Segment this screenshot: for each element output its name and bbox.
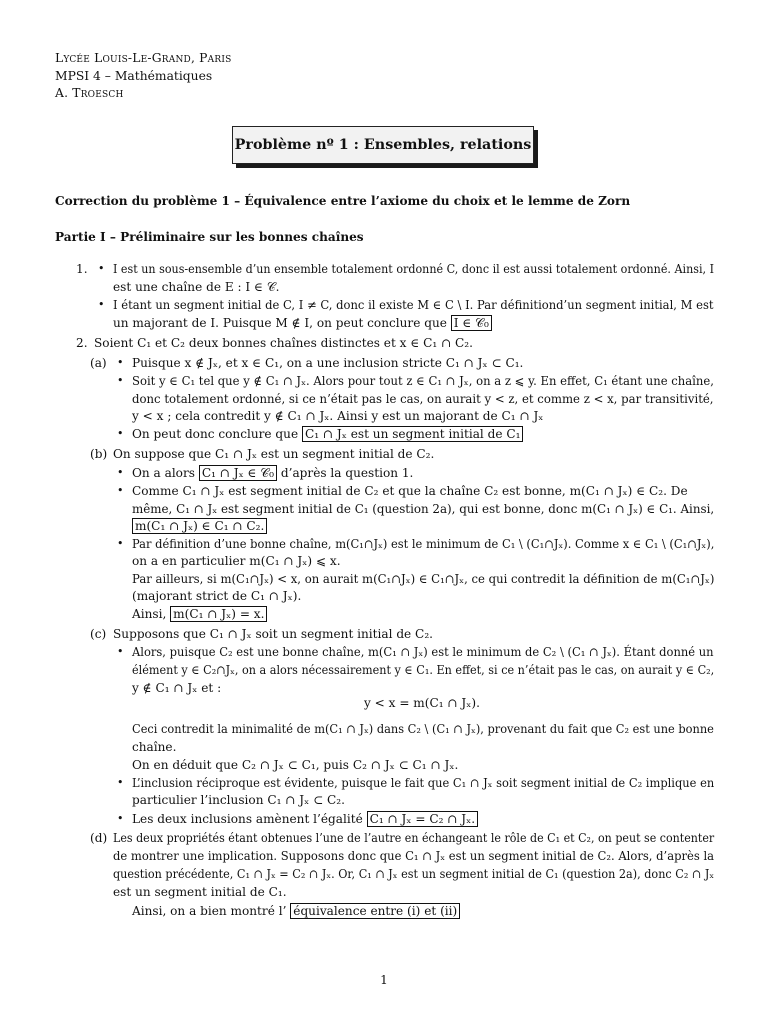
text-line [132, 902, 460, 920]
text-line: On suppose que C₁ ∩ Jₓ est un segment initial de C₂. [113, 447, 435, 461]
text-line: de montrer une implication. Supposons donc que C₁ ∩ Jₓ est un segment initial de C₂. Alors, d’après la [113, 849, 715, 863]
text-line: est une chaîne de E : I ∈ 𝒞. [113, 280, 280, 294]
bullet-marker: • [117, 374, 124, 387]
text-line: I étant un segment initial de C, I ≠ C, donc il existe M ∈ C \ I. Par définitiond’un segment initial, M est [113, 298, 714, 312]
text-line: Alors, puisque C₂ est une bonne chaîne, m(C₁ ∩ Jₓ) est le minimum de C₂ \ (C₁ ∩ Jₓ). Étant donné un [132, 645, 714, 659]
text-line: (majorant strict de C₁ ∩ Jₓ). [132, 589, 302, 603]
subitem-b: (b) [90, 447, 108, 461]
text-line: I est un sous-ensemble d’un ensemble totalement ordonné C, donc il est aussi totalement ordonné. Ainsi, I [113, 262, 715, 276]
text-line: particulier l’inclusion C₁ ∩ Jₓ ⊂ C₂. [132, 793, 345, 807]
part-heading: Partie I – Préliminaire sur les bonnes chaînes [55, 230, 364, 244]
bullet-marker: • [117, 484, 124, 497]
text-line: Soit y ∈ C₁ tel que y ∉ C₁ ∩ Jₓ. Alors pour tout z ∈ C₁ ∩ Jₓ, on a z ⩽ y. En effet, C₁ étant une chaîne, [132, 374, 714, 388]
bullet-marker: • [117, 466, 124, 479]
bullet-marker: • [98, 262, 105, 275]
bullet-marker: • [117, 776, 124, 789]
text-fragment: un majorant de I. Puisque M ∉ I, on peut conclure que [113, 316, 447, 330]
bullet-marker: • [117, 537, 124, 550]
class-name: MPSI 4 – Mathématiques [55, 68, 213, 83]
boxed-result: I ∈ 𝒞₀ [451, 315, 492, 331]
text-line: Par définition d’une bonne chaîne, m(C₁∩Jₓ) est le minimum de C₁ \ (C₁∩Jₓ). Comme x ∈ C₁ \ (C₁∩Jₓ), [132, 537, 715, 551]
page-number: 1 [380, 973, 388, 987]
text-line: chaîne. [132, 740, 177, 754]
bullet-marker: • [117, 427, 124, 440]
text-line: Les deux propriétés étant obtenues l’une de l’autre en échangeant le rôle de C₁ et C₂, on peut se contenter [113, 831, 715, 845]
text-line [132, 425, 523, 443]
problem-title-box [232, 126, 534, 164]
text-line: donc totalement ordonné, si ce n’était pas le cas, on aurait y < z, et comme z < x, par transitivité, [132, 392, 714, 406]
bullet-marker: • [117, 356, 124, 369]
boxed-result: m(C₁ ∩ Jₓ) ∈ C₁ ∩ C₂. [132, 518, 267, 534]
problem-title: Problème nº 1 : Ensembles, relations [234, 137, 532, 153]
text-line: On en déduit que C₂ ∩ Jₓ ⊂ C₁, puis C₂ ∩ Jₓ ⊂ C₁ ∩ Jₓ. [132, 758, 459, 772]
text-fragment: On a alors [132, 466, 195, 480]
display-equation: y < x = m(C₁ ∩ Jₓ). [364, 696, 480, 710]
text-line: L’inclusion réciproque est évidente, puisque le fait que C₁ ∩ Jₓ soit segment initial de C₂ implique en [132, 776, 715, 790]
text-line: Puisque x ∉ Jₓ, et x ∈ C₁, on a une inclusion stricte C₁ ∩ Jₓ ⊂ C₁. [132, 356, 524, 370]
text-fragment: d’après la question 1. [280, 466, 414, 480]
text-line [132, 810, 478, 828]
text-line: y ∉ C₁ ∩ Jₓ et : [132, 681, 222, 695]
bullet-marker: • [117, 645, 124, 658]
boxed-result: C₁ ∩ Jₓ est un segment initial de C₁ [302, 426, 523, 442]
text-line [132, 517, 267, 535]
text-line: est un segment initial de C₁. [113, 885, 287, 899]
boxed-result: équivalence entre (i) et (ii) [290, 903, 460, 919]
text-fragment: Les deux inclusions amènent l’égalité [132, 812, 363, 826]
item-number-1: 1. [76, 262, 88, 276]
document-header [55, 50, 231, 103]
text-line: y < x ; cela contredit y ∉ C₁ ∩ Jₓ. Ainsi y est un majorant de C₁ ∩ Jₓ [132, 409, 544, 423]
text-fragment: Ainsi, [132, 607, 167, 621]
text-line: on a en particulier m(C₁ ∩ Jₓ) ⩽ x. [132, 554, 341, 568]
text-fragment: On peut donc conclure que [132, 427, 299, 441]
text-line: même, C₁ ∩ Jₓ est segment initial de C₁ (question 2a), qui est bonne, donc m(C₁ ∩ Jₓ) ∈ C₁. Ainsi, [132, 502, 715, 516]
text-line: Soient C₁ et C₂ deux bonnes chaînes distinctes et x ∈ C₁ ∩ C₂. [94, 336, 473, 350]
bullet-marker: • [98, 298, 105, 311]
text-line: Supposons que C₁ ∩ Jₓ soit un segment initial de C₂. [113, 627, 434, 641]
text-line [132, 464, 413, 482]
subitem-d: (d) [90, 831, 108, 845]
bullet-marker: • [117, 812, 124, 825]
boxed-result: C₁ ∩ Jₓ ∈ 𝒞₀ [199, 465, 277, 481]
text-line: Ceci contredit la minimalité de m(C₁ ∩ Jₓ) dans C₂ \ (C₁ ∩ Jₓ), provenant du fait que C₂ est une bonne [132, 722, 714, 736]
subitem-c: (c) [90, 627, 107, 641]
subitem-a: (a) [90, 356, 107, 370]
author-name: A. Troesch [55, 86, 124, 101]
school-name: Lycée Louis-Le-Grand, Paris [55, 51, 232, 65]
text-line [132, 605, 267, 623]
text-line: question précédente, C₁ ∩ Jₓ = C₂ ∩ Jₓ. Or, C₁ ∩ Jₓ est un segment initial de C₁ (question 2a), donc C₂ ∩ Jₓ [113, 867, 715, 881]
text-line [113, 314, 492, 332]
correction-heading: Correction du problème 1 – Équivalence entre l’axiome du choix et le lemme de Zorn [55, 194, 631, 208]
text-line: élément y ∈ C₂∩Jₓ, on a alors nécessairement y ∈ C₁. En effet, si ce n’était pas le cas, on aurait y ∈ C₂, [132, 663, 715, 677]
text-fragment: Ainsi, on a bien montré l’ [132, 904, 287, 918]
boxed-result: m(C₁ ∩ Jₓ) = x. [170, 606, 267, 622]
item-number-2: 2. [76, 336, 88, 350]
boxed-result: C₁ ∩ Jₓ = C₂ ∩ Jₓ. [367, 811, 478, 827]
text-line: Par ailleurs, si m(C₁∩Jₓ) < x, on aurait m(C₁∩Jₓ) ∈ C₁∩Jₓ, ce qui contredit la définition de m(C₁∩Jₓ) [132, 572, 715, 586]
text-line: Comme C₁ ∩ Jₓ est segment initial de C₂ et que la chaîne C₂ est bonne, m(C₁ ∩ Jₓ) ∈ C₂. De [132, 484, 688, 498]
